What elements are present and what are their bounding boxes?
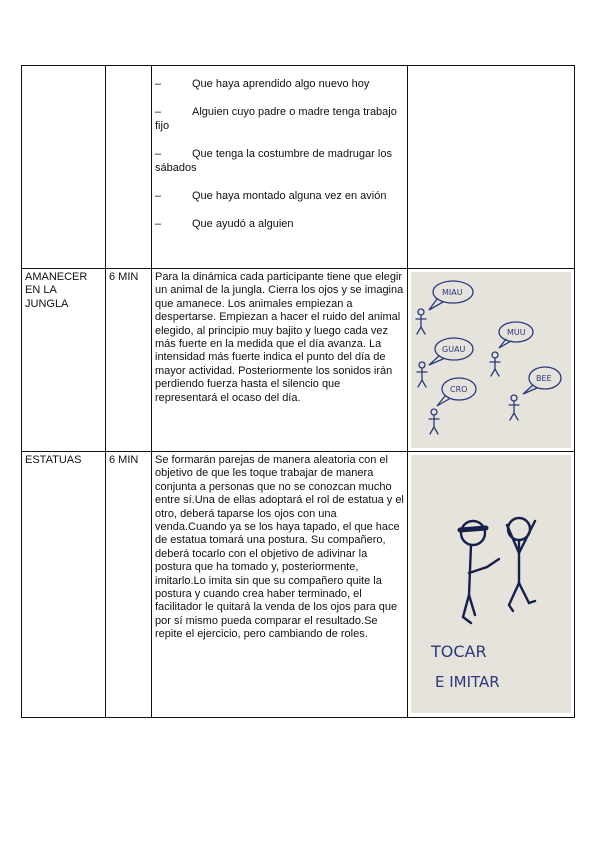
activity-description: Para la dinámica cada participante tiene que elegir un animal de la jungla. Cierra los ojos y se imagina que amanece. Los animales empiezan a despertarse. Empiezan a hacer el ruido del animal elegido, al principio muy bajito y luego cada vez más fuerte en la medida que el día avanza. La intensidad más fuerte indica el punto del día de mayor actividad. Posteriormente los sonidos irán perdiendo fuerza hasta el silencio que representará el ocaso del día. bbox=[152, 269, 408, 452]
list-item: – Que haya aprendido algo nuevo hoy bbox=[155, 78, 370, 90]
table-row bbox=[22, 269, 575, 452]
activities-table bbox=[21, 65, 575, 718]
criteria-list bbox=[152, 66, 408, 269]
duration-cell: 6 MIN bbox=[106, 269, 152, 452]
statues-sketch-cell bbox=[408, 452, 575, 718]
table-row bbox=[22, 452, 575, 718]
duration-cell: 6 MIN bbox=[106, 452, 152, 718]
sketch-word: MIAU bbox=[442, 288, 463, 297]
sketch-word: E IMITAR bbox=[435, 673, 500, 691]
list-item: – Que haya montado alguna vez en avión bbox=[155, 190, 387, 203]
activity-name-cell bbox=[22, 66, 106, 269]
table-row bbox=[22, 66, 575, 269]
sketch-word: GUAU bbox=[442, 345, 466, 354]
sketch-word: MUU bbox=[507, 328, 526, 337]
jungle-sketch-image bbox=[411, 272, 571, 448]
list-item: – Alguien cuyo padre o madre tenga trabajo fijo bbox=[155, 106, 397, 132]
statues-sketch-image bbox=[411, 455, 571, 713]
list-item: – Que tenga la costumbre de madrugar los sábados bbox=[155, 148, 392, 174]
activity-name-cell: ESTATUAS bbox=[22, 452, 106, 718]
image-cell-empty bbox=[408, 66, 575, 269]
sketch-word: BEE bbox=[536, 374, 552, 383]
sketch-word: TOCAR bbox=[431, 642, 487, 661]
list-item: – Que ayudó a alguien bbox=[155, 218, 294, 231]
duration-cell bbox=[106, 66, 152, 269]
sketch-word: CRO bbox=[450, 385, 468, 394]
activity-description: Se formarán parejas de manera aleatoria con el objetivo de que les toque trabajar de manera conjunta a personas que no se conozcan mucho entre sí.Una de ellas adoptará el rol de estatua y el otro, deberá taparse los ojos con una venda.Cuando ya se los haya tapado, el que hace de estatua tomará una postura. Su compañero, deberá tocarlo con el objetivo de adivinar la postura que ha tomado y, posteriormente, imitarlo.Lo imita sin que su compañero quite la postura y cuando crea haber terminado, el facilitador le quitará la venda de los ojos para que por sí mismo pueda comparar el resultado.Se repite el ejercicio, pero cambiando de roles. bbox=[152, 452, 408, 718]
activity-name-cell: AMANECER EN LA JUNGLA bbox=[22, 269, 106, 452]
jungle-sketch-cell bbox=[408, 269, 575, 452]
